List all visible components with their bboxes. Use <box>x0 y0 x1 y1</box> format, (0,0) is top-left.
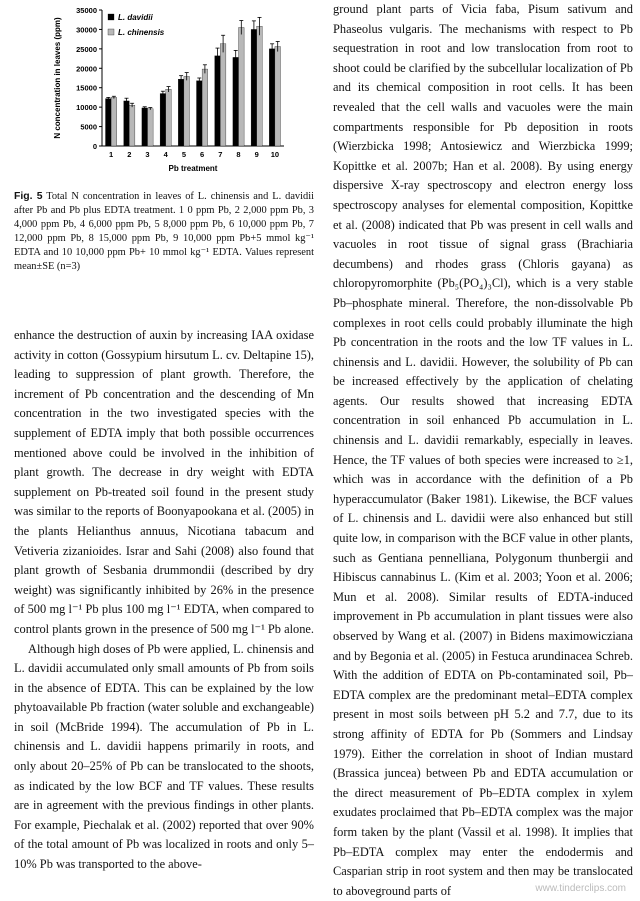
bar <box>239 27 245 146</box>
bar <box>184 76 190 146</box>
x-tick-label: 5 <box>181 150 186 159</box>
n-concentration-bar-chart <box>14 0 314 188</box>
legend-label: L. chinensis <box>118 28 165 37</box>
figure-caption <box>14 190 314 274</box>
y-tick-label: 25000 <box>76 44 97 54</box>
bar <box>148 109 154 146</box>
paragraph: Although high doses of Pb were applied, L. chinensis and L. davidii accumulated only small amounts of Pb from soils in the absence of EDTA. This can be explained by the low phytoavailable Pb fraction (water soluble and exchangeable) in soil (McBride 1994). The accumulation of Pb in L. chinensis and L. davidii happens primarily in roots, and only about 20–25% of Pb can be translocated to the shoots, as indicated by the low BCF and TF values. These results are in agreement with the previous findings in other plants. For example, Piechalak et al. (2002) reported that over 90% of the total amount of Pb was localized in roots and only 5–10% Pb was transported to the above- <box>14 641 315 872</box>
legend-swatch <box>108 29 114 35</box>
bar <box>166 89 172 146</box>
bar <box>233 57 239 146</box>
bar <box>257 26 263 146</box>
y-tick-label: 35000 <box>76 6 97 15</box>
y-tick-label: 5000 <box>80 122 97 132</box>
watermark: www.tinderclips.com <box>535 883 626 894</box>
y-tick-label: 15000 <box>76 83 97 93</box>
x-tick-label: 2 <box>127 150 132 159</box>
y-axis-label: N concentration in leaves (ppm) <box>53 17 62 139</box>
y-tick-label: 10000 <box>76 103 97 113</box>
bar <box>202 69 208 146</box>
bar <box>197 81 203 146</box>
bar <box>111 97 117 146</box>
bar <box>251 29 257 146</box>
y-tick-label: 0 <box>92 142 97 151</box>
y-tick-label: 20000 <box>76 64 97 74</box>
legend-label: L. davidii <box>118 13 153 22</box>
x-axis-label: Pb treatment <box>168 164 218 173</box>
legend-swatch <box>108 14 114 20</box>
x-tick-label: 4 <box>163 150 168 159</box>
right-column <box>333 0 633 901</box>
x-tick-label: 3 <box>145 150 150 159</box>
x-tick-label: 10 <box>270 150 280 159</box>
bar <box>215 56 221 146</box>
bar <box>275 47 281 146</box>
bar <box>124 101 130 146</box>
bar <box>142 108 148 146</box>
bar <box>106 99 112 146</box>
bar <box>160 94 166 146</box>
paragraph: ground plant parts of Vicia faba, Pisum sativum and Phaseolus vulgaris. The mechanisms with respect to Pb sequestration in root and low translocation from root to shoot could be clarified by the subcellular localization of Pb and its chemical composition in root cells. It has been revealed that the cell walls and vacuoles were the main compartments responsible for Pb deposition in roots (Wierzbicka 1998; Antosiewicz and Wierzbicka 1999; Kopittke et al. 2007b; Han et al. 2008). By using energy dispersive X-ray spectroscopy and electron energy loss spectroscopy analyses for elemental composition, Kopittke et al. (2008) indicated that Pb was present in cell walls and vacuoles in root tissue of signal grass (Brachiaria decumbens) and rhodes grass (Chloris gayana) as chloropyromorphite (Pb₅(PO₄)₃Cl), which is a very stable Pb–phosphate mineral. Therefore, the non-dissolvable Pb complexes in root cells could probably illuminate the high Pb concentration in the roots and the low TF values in L. chinensis and L. davidii. However, the solubility of Pb can be increased effectively by the application of chelating agents. Our results showed that increasing EDTA concentration in soil enhanced Pb accumulation in L. chinensis and L. davidii remarkably, especially in leaves. Hence, the TF values of both species were increased to ≥1, which was in accordance with the definition of a Pb hyperaccumulator (Baker 1981). Likewise, the BCF values of L. chinensis and L. davidii were also enhanced but still quite low, in comparison with the BCF value in other plants, such as Gentiana pennelliana, Polygonum thunbergii and Hibiscus cannabinus L. (Kim et al. 2003; Yoon et al. 2006; Mun et al. 2008). Similar results of EDTA-induced improvement in Pb accumulation in plant tissues were also observed by Wang et al. (2007) in Bidens maximowicziana and by Begonia et al. (2005) in Festuca arundinacea Schreb. With the addition of EDTA on Pb-contaminated soil, Pb–EDTA complex are the predominant metal–EDTA complex present in most soils between pH 5.2 and 7.7, due to its strong affinity of EDTA for Pb (Sommers and Lindsay 1979). Either the correlation in shoot of Indian mustard (Brassica juncea) between Pb and EDTA accumulation or the direct measurement of Pb–EDTA complex in xylem exudates proclaimed that Pb–EDTA complex was the major form taken by the plant (Vassil et al. 1998). It implies that Pb–EDTA complex may enter the endodermis and Casparian strip in root system and then may be translocated to aboveground parts of <box>333 2 633 898</box>
x-tick-label: 6 <box>200 150 205 159</box>
bar <box>178 79 184 146</box>
bar <box>129 105 135 146</box>
x-tick-label: 7 <box>218 150 223 159</box>
figure-caption-text: Total N concentration in leaves of L. chinensis and L. davidii after Pb and Pb plus EDTA treatment. 1 0 ppm Pb, 2 2,000 ppm Pb, 3 4,000 ppm Pb, 4 6,000 ppm Pb, 5 8,000 ppm Pb, 6 10,000 ppm Pb, 7 12,000 ppm Pb, 8 15,000 ppm Pb, 9 10,000 ppm Pb+5 mmol kg⁻¹ EDTA and 10 10,000 ppm Pb+ 10 mmol kg⁻¹ EDTA. Values represent mean±SE (n=3) <box>14 191 314 272</box>
x-tick-label: 9 <box>254 150 259 159</box>
left-body-text <box>14 326 314 875</box>
paragraph: enhance the destruction of auxin by increasing IAA oxidase activity in cotton (Gossypium hirsutum L. cv. Deltapine 15), leading to suppression of plant growth. Therefore, the increment of Pb concentration and the descending of Mn concentration in the two investigated species with the supplement of EDTA imply that both possible occurrences mentioned above could be involved in the inhibition of plant growth. The decrease in dry weight with EDTA supplement on Pb-treated soil found in the present study was similar to the reports of Boonyapookana et al. (2005) in the plants Helianthus annuus, Nicotiana tabacum and Vetiveria zizanioides. Israr and Sahi (2008) also found that plant growth of Sesbania drummondii (described by dry weight) was significantly inhibited by 26% in the presence of 500 mg l⁻¹ Pb plus 100 mg l⁻¹ EDTA, when compared to control plants grown in the presence of 500 mg l⁻¹ Pb alone. <box>14 328 314 636</box>
x-tick-label: 8 <box>236 150 241 159</box>
bar <box>220 44 226 146</box>
figure-label: Fig. 5 <box>14 191 43 202</box>
x-tick-label: 1 <box>109 150 114 159</box>
y-tick-label: 30000 <box>76 25 97 35</box>
bar <box>269 49 275 146</box>
